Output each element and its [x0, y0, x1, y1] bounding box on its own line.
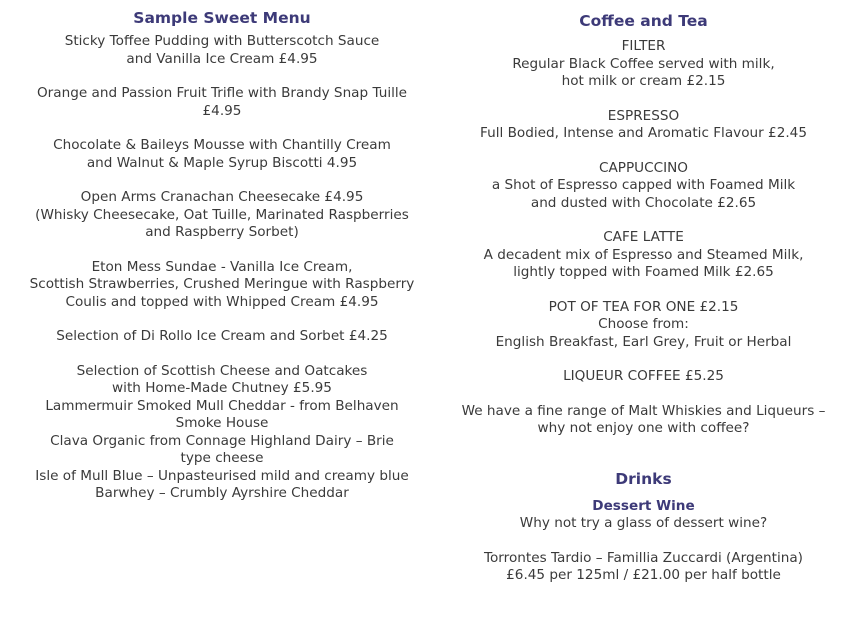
sweet-menu-item [10, 189, 434, 242]
sweet-menu-item-line: Selection of Scottish Cheese and Oatcakes [76, 362, 368, 379]
coffee-tea-item-line: and dusted with Chocolate £2.65 [530, 194, 757, 211]
drinks-title: Drinks [615, 469, 672, 488]
coffee-tea-item-line: Full Bodied, Intense and Aromatic Flavour £2.45 [480, 125, 807, 141]
coffee-tea-item-line: hot milk or cream £2.15 [561, 73, 726, 89]
sweet-menu-item-line: Smoke House [175, 415, 269, 431]
dessert-wine-intro: Why not try a glass of dessert wine? [519, 515, 768, 531]
sweet-menu-item-line: Clava Organic from Connage Highland Dairy – Brie [50, 432, 394, 449]
coffee-tea-item-line: English Breakfast, Earl Grey, Fruit or Herbal [495, 333, 792, 350]
sweet-menu-item-line: and Vanilla Ice Cream £4.95 [126, 50, 318, 67]
coffee-tea-item-line: a Shot of Espresso capped with Foamed Milk [491, 177, 796, 193]
sweet-menu-item [10, 137, 434, 172]
coffee-tea-title: Coffee and Tea [579, 12, 708, 30]
wine-item [440, 550, 847, 585]
sweet-menu-item [10, 33, 434, 68]
coffee-tea-item [440, 38, 847, 91]
coffee-tea-item-line: CAPPUCCINO [599, 159, 688, 176]
coffee-tea-item-line: FILTER [621, 38, 666, 54]
coffee-tea-item [440, 108, 847, 143]
sweet-menu-item-line: Selection of Di Rollo Ice Cream and Sorbet £4.25 [56, 328, 388, 344]
sweet-menu-item [10, 85, 434, 120]
wine-line: £6.45 per 125ml / £21.00 per half bottle [506, 567, 781, 583]
sweet-menu-item-line: (Whisky Cheesecake, Oat Tuille, Marinated Raspberries [35, 206, 409, 223]
coffee-tea-item-line: We have a fine range of Malt Whiskies and Liqueurs – [461, 402, 826, 419]
wine-line: Torrontes Tardio – Famillia Zuccardi (Argentina) [484, 549, 803, 566]
coffee-tea-item [440, 160, 847, 213]
sweet-menu-item-line: Coulis and topped with Whipped Cream £4.95 [65, 293, 379, 310]
sweet-menu-item-line: Lammermuir Smoked Mull Cheddar - from Belhaven [45, 397, 399, 414]
coffee-tea-item-line: Choose from: [598, 316, 689, 332]
sweet-menu-item-line: £4.95 [202, 102, 242, 119]
sweet-menu-item [10, 259, 434, 312]
coffee-tea-item-line: why not enjoy one with coffee? [537, 420, 750, 436]
sweet-menu-item-line: Eton Mess Sundae - Vanilla Ice Cream, [91, 258, 353, 275]
coffee-tea-item-line: Regular Black Coffee served with milk, [512, 55, 775, 72]
coffee-tea-item [440, 403, 847, 438]
sweet-menu-items [10, 33, 434, 503]
sweet-menu-item-line: Isle of Mull Blue – Unpasteurised mild and creamy blue [35, 467, 409, 484]
coffee-tea-item-line: lightly topped with Foamed Milk £2.65 [513, 264, 774, 280]
sweet-menu-title: Sample Sweet Menu [133, 9, 311, 27]
sweet-menu-item-line: Orange and Passion Fruit Trifle with Brandy Snap Tuille [36, 85, 408, 101]
coffee-tea-item [440, 368, 847, 386]
coffee-tea-column [440, 0, 847, 585]
coffee-tea-item-line: ESPRESSO [607, 107, 680, 124]
coffee-tea-item-line: A decadent mix of Espresso and Steamed Milk, [483, 246, 804, 263]
sweet-menu-item [10, 328, 434, 346]
coffee-tea-item-line: LIQUEUR COFFEE £5.25 [563, 368, 724, 384]
sweet-menu-item-line: Chocolate & Baileys Mousse with Chantilly Cream [53, 137, 391, 153]
sweet-menu-item-line: Open Arms Cranachan Cheesecake £4.95 [80, 189, 364, 205]
sweet-menu-item-line: with Home-Made Chutney £5.95 [112, 380, 332, 396]
sweet-menu-item-line: Sticky Toffee Pudding with Butterscotch Sauce [64, 33, 380, 49]
dessert-wine-title: Dessert Wine [592, 497, 695, 514]
coffee-tea-item-line: POT OF TEA FOR ONE £2.15 [548, 298, 739, 315]
sweet-menu-column [10, 0, 434, 503]
sweet-menu-item-line: and Walnut & Maple Syrup Biscotti 4.95 [86, 154, 358, 171]
sweet-menu-item-line: Barwhey – Crumbly Ayrshire Cheddar [95, 485, 349, 501]
coffee-tea-item [440, 229, 847, 282]
coffee-tea-item [440, 299, 847, 352]
sweet-menu-item-line: and Raspberry Sorbet) [145, 224, 299, 240]
coffee-tea-item-line: CAFE LATTE [603, 229, 684, 245]
coffee-tea-items [440, 38, 847, 438]
sweet-menu-item-line: Scottish Strawberries, Crushed Meringue with Raspberry [29, 276, 415, 292]
sweet-menu-item [10, 363, 434, 503]
sweet-menu-item-line: type cheese [180, 450, 264, 466]
